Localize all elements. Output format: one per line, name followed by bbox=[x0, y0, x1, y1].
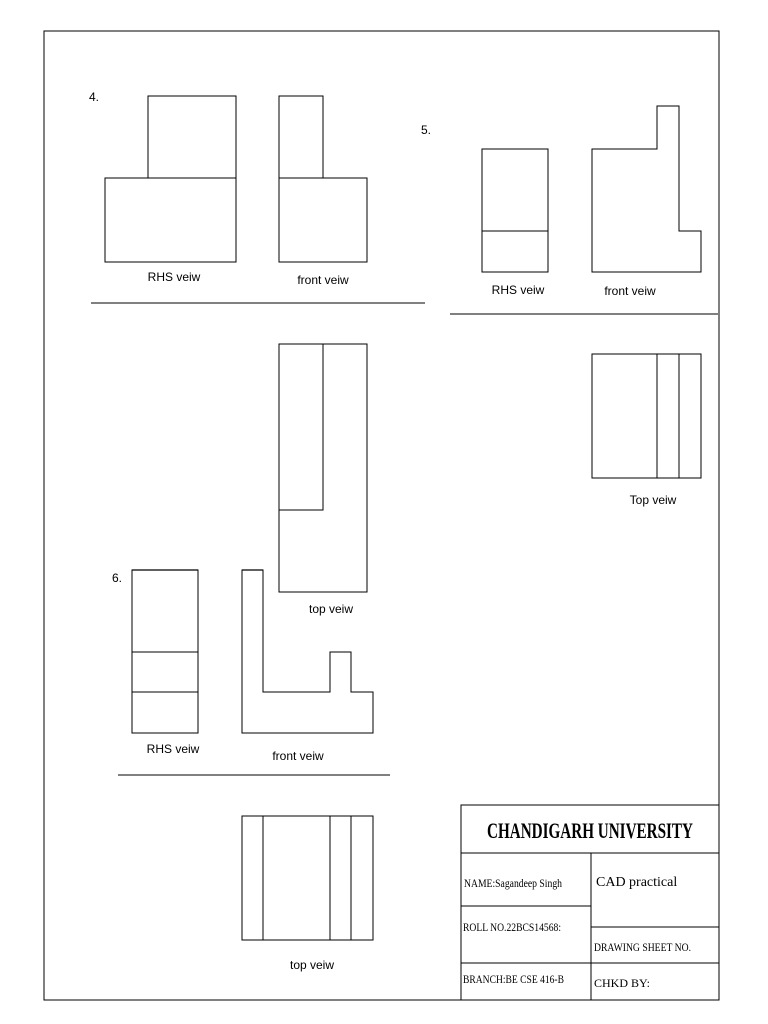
sheet-border bbox=[44, 31, 719, 1000]
checked-by-label: CHKD BY: bbox=[594, 976, 650, 990]
p4-front-label: front veiw bbox=[297, 273, 349, 287]
problem-6-number: 6. bbox=[112, 571, 123, 585]
p6-rhs-label: RHS veiw bbox=[146, 742, 200, 756]
university-title: CHANDIGARH UNIVERSITY bbox=[487, 818, 694, 843]
p5-rhs-label: RHS veiw bbox=[491, 283, 545, 297]
p6-front-view bbox=[242, 570, 373, 733]
p4-rhs-view bbox=[105, 96, 236, 262]
subject-label: CAD practical bbox=[596, 875, 678, 890]
p4-top-view bbox=[279, 344, 367, 592]
roll-number: ROLL NO.22BCS14568: bbox=[463, 920, 561, 934]
p6-top-view bbox=[242, 816, 373, 940]
p5-top-label: Top veiw bbox=[629, 493, 677, 507]
problem-5-number: 5. bbox=[421, 123, 432, 137]
p4-front-view bbox=[279, 96, 367, 262]
p6-rhs-view bbox=[132, 570, 198, 733]
p4-rhs-label: RHS veiw bbox=[147, 270, 201, 284]
problem-4-number: 4. bbox=[89, 90, 100, 104]
drawing-sheet-number: DRAWING SHEET NO. bbox=[594, 940, 691, 954]
p6-front-label: front veiw bbox=[272, 749, 324, 763]
p6-top-label: top veiw bbox=[289, 958, 335, 972]
branch-label: BRANCH:BE CSE 416-B bbox=[463, 972, 564, 986]
student-name: NAME:Sagandeep Singh bbox=[464, 876, 562, 890]
p5-rhs-view bbox=[482, 149, 548, 272]
p5-top-view bbox=[592, 354, 701, 478]
p5-front-view bbox=[592, 106, 701, 272]
p5-front-label: front veiw bbox=[604, 284, 656, 298]
p4-top-label: top veiw bbox=[308, 602, 354, 616]
